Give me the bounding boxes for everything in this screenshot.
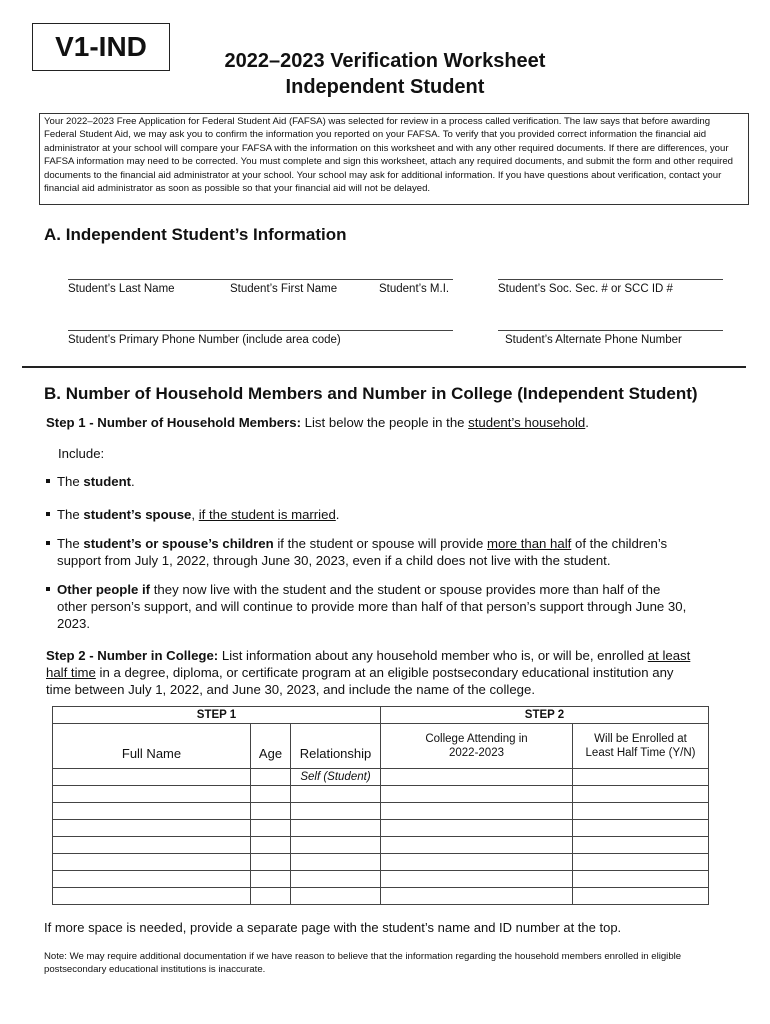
alt-phone-label: Student’s Alternate Phone Number: [505, 334, 682, 346]
col-college-2: 2022-2023: [449, 746, 504, 759]
table-row: [53, 836, 709, 853]
b2-mid: ,: [191, 507, 196, 522]
first-name-label: Student’s First Name: [230, 283, 338, 295]
col-college-header: [381, 724, 573, 769]
title-line-2: Independent Student: [285, 76, 485, 98]
col-name-header: Full Name: [53, 740, 251, 768]
intro-box: Your 2022–2023 Free Application for Federal Student Aid (FAFSA) was selected for review in a process called verification. The law says that before awarding Federal Student Aid, we may ask you to confirm the information you reported on your FAFSA. To verify that you provided correct information the financial aid administrator at your school will compare your FAFSA with the information on this worksheet and with any other required documents. If there are differences, your FAFSA information may need to be corrected. You must complete and sign this worksheet, attach any required documents, and submit the form and other required documents to the financial aid administrator at your school. Your school may ask for additional information. If you have questions about verification, contact your financial aid administrator as soon as possible so that your financial aid will not be delayed.: [39, 113, 749, 205]
title-line-1: 2022–2023 Verification Worksheet: [224, 50, 546, 72]
b4-line1: they now live with the student and the student or spouse provides more than half of the: [153, 582, 661, 597]
step2-line3: time between July 1, 2022, and June 30, 2023, and include the name of the college.: [46, 682, 536, 697]
bullet-icon: [46, 541, 50, 545]
bullet-student: [46, 473, 737, 490]
self-student-cell: Self (Student): [291, 768, 381, 785]
section-divider: [22, 366, 746, 368]
table-row: [53, 785, 709, 802]
form-code: V1-IND: [32, 23, 170, 71]
step2-link1: at least: [647, 648, 691, 663]
table-row: [53, 819, 709, 836]
b3-text2: of the children’s: [575, 536, 668, 551]
b3-pre: The: [57, 536, 80, 551]
step1-end: .: [585, 415, 589, 430]
step2-instructions: [46, 647, 736, 698]
include-label: Include:: [58, 446, 105, 461]
step1-link: student’s household: [468, 415, 586, 430]
b4-line2: other person’s support, and will continue to provide more than half of that person’s support through June 30,: [57, 599, 687, 614]
primary-phone-label: Student’s Primary Phone Number (include area code): [68, 334, 341, 346]
table-cell[interactable]: [53, 768, 251, 785]
b2-bold: student’s spouse: [83, 507, 192, 522]
b2-link: if the student is married: [198, 507, 336, 522]
b3-text1: if the student or spouse will provide: [277, 536, 484, 551]
table-cell[interactable]: [573, 768, 709, 785]
b1-end: .: [131, 474, 135, 489]
col-college-1: College Attending in: [425, 732, 528, 745]
b1-pre: The: [57, 474, 80, 489]
step1-label: Step 1 - Number of Household Members:: [46, 415, 301, 430]
bullet-spouse: [46, 506, 737, 523]
more-space-note: If more space is needed, provide a separate page with the student’s name and ID number at the top.: [44, 920, 622, 935]
step2-label: Step 2 - Number in College:: [46, 648, 219, 663]
table-row: [53, 887, 709, 904]
step2-text: List information about any household member who is, or will be, enrolled: [221, 648, 645, 663]
bullet-children: [46, 535, 737, 569]
col-enrolled-header: [573, 724, 709, 769]
table-row: [53, 802, 709, 819]
table-row: [53, 853, 709, 870]
documentation-note: Note: We may require additional documentation if we have reason to believe that the information regarding the household members enrolled in eligible postsecondary educational institutions is inaccurate.: [44, 951, 682, 975]
col-age-header: Age: [251, 740, 291, 768]
table-cell[interactable]: [381, 768, 573, 785]
bullet-icon: [46, 479, 50, 483]
step1-instructions: [46, 414, 589, 431]
b3-link: more than half: [487, 536, 572, 551]
step2-header: STEP 2: [381, 707, 709, 724]
b3-line2: support from July 1, 2022, through June 30, 2023, even if a child does not live with the student.: [57, 553, 611, 568]
section-a-heading: A. Independent Student’s Information: [44, 225, 347, 244]
b4-line3: 2023.: [57, 616, 91, 631]
bullet-icon: [46, 512, 50, 516]
section-b-heading: B. Number of Household Members and Number in College (Independent Student): [44, 384, 698, 403]
step1-text: List below the people in the: [304, 415, 465, 430]
ssn-label: Student’s Soc. Sec. # or SCC ID #: [498, 283, 673, 295]
col-enrolled-1: Will be Enrolled at: [594, 732, 687, 745]
mi-label: Student’s M.I.: [379, 283, 450, 295]
primary-phone-line[interactable]: [68, 330, 453, 331]
name-line[interactable]: [68, 279, 453, 280]
household-table: [52, 706, 709, 905]
step1-header: STEP 1: [53, 707, 381, 724]
last-name-label: Student’s Last Name: [68, 283, 175, 295]
col-relationship-header: Relationship: [291, 740, 381, 768]
b2-pre: The: [57, 507, 80, 522]
b3-bold: student’s or spouse’s children: [83, 536, 274, 551]
col-enrolled-2: Least Half Time (Y/N): [585, 746, 696, 759]
b2-end: .: [335, 507, 340, 522]
b4-bold: Other people if: [57, 582, 151, 597]
bullet-icon: [46, 587, 50, 591]
table-cell[interactable]: [251, 768, 291, 785]
step2-link2: half time: [46, 665, 96, 680]
bullet-other-people: [46, 581, 737, 632]
page-title: [190, 48, 580, 100]
ssn-line[interactable]: [498, 279, 723, 280]
alt-phone-line[interactable]: [498, 330, 723, 331]
step2-line2: in a degree, diploma, or certificate program at an eligible postsecondary educational institution any: [99, 665, 674, 680]
table-row: [53, 870, 709, 887]
b1-bold: student: [83, 474, 132, 489]
